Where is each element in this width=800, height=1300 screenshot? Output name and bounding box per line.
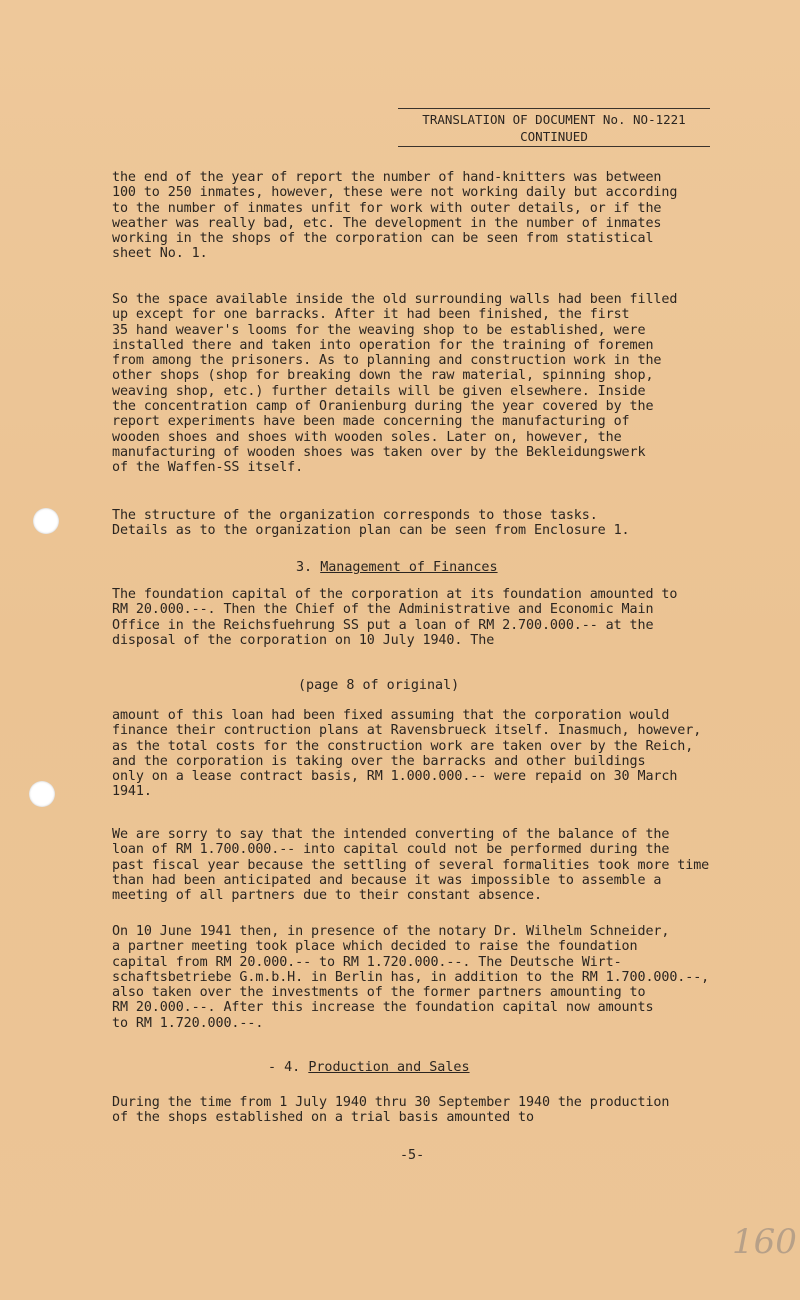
page-number: -5- bbox=[400, 1148, 425, 1163]
paragraph-foundation-capital: The foundation capital of the corporation at its foundation amounted to RM 20.000.--. Then the Chief of the Administrative and Economic Main Office in the Reichsfuehrung SS put a loan of RM 2.700.000.-- at the disposal of the corporation on 10 July 1940. The bbox=[112, 587, 678, 648]
punch-hole-top bbox=[33, 508, 59, 534]
header-title: TRANSLATION OF DOCUMENT No. NO-1221 bbox=[398, 108, 710, 128]
section-heading-production bbox=[268, 1060, 470, 1076]
document-header bbox=[398, 108, 710, 147]
paragraph-organization-structure: The structure of the organization corresponds to those tasks. Details as to the organization plan can be seen from Enclosure 1. bbox=[112, 508, 630, 539]
paragraph-loan-amount: amount of this loan had been fixed assuming that the corporation would finance their contruction plans at Ravensbrueck itself. Inasmuch, however, as the total costs for the construction work are taken over by the Reich, and the corporation is taking over the barracks and other buildings only on a lease contract basis, RM 1.000.000.-- were repaid on 30 March 1941. bbox=[112, 708, 702, 800]
paragraph-loan-conversion: We are sorry to say that the intended converting of the balance of the loan of RM 1.700.000.-- into capital could not be performed during the past fiscal year because the settling of several formalities took more time than had been anticipated and because it was impossible to assemble a meeting of all partners due to their constant absence. bbox=[112, 827, 710, 904]
section-number: 3. bbox=[296, 560, 313, 575]
paragraph-production-trial: During the time from 1 July 1940 thru 30 September 1940 the production of the shops established on a trial basis amounted to bbox=[112, 1095, 670, 1126]
paragraph-space-available: So the space available inside the old surrounding walls had been filled up except for one barracks. After it had been finished, the first 35 hand weaver's looms for the weaving shop to be established, were installed there and taken into operation for the training of foremen from among the prisoners. As to planning and construction work in the other shops (shop for breaking down the raw material, spinning shop, weaving shop, etc.) further details will be given elsewhere. Inside the concentration camp of Oranienburg during the year covered by the report experiments have been made concerning the manufacturing of wooden shoes and shoes with wooden soles. Later on, however, the manufacturing of wooden shoes was taken over by the Bekleidungswerk of the Waffen-SS itself. bbox=[112, 292, 678, 476]
section-title: Management of Finances bbox=[320, 560, 498, 575]
paragraph-hand-knitters: the end of the year of report the number of hand-knitters was between 100 to 250 inmates, however, these were not working daily but according to the number of inmates unfit for work with outer details, or if the weather was really bad, etc. The development in the number of inmates working in the shops of the corporation can be seen from statistical sheet No. 1. bbox=[112, 170, 678, 262]
paragraph-partner-meeting: On 10 June 1941 then, in presence of the notary Dr. Wilhelm Schneider, a partner meeting took place which decided to raise the foundation capital from RM 20.000.-- to RM 1.720.000.--. The Deutsche Wirt- schaftsbetriebe G.m.b.H. in Berlin has, in addition to the RM 1.700.000.--, also taken over the investments of the former partners amounting to RM 20.000.--. After this increase the foundation capital now amounts to RM 1.720.000.--. bbox=[112, 924, 710, 1031]
page-marker: (page 8 of original) bbox=[298, 678, 460, 693]
header-continued: CONTINUED bbox=[398, 128, 710, 147]
punch-hole-bottom bbox=[29, 781, 55, 807]
section-title: Production and Sales bbox=[308, 1060, 470, 1075]
section-number: - 4. bbox=[268, 1060, 301, 1075]
section-heading-finances bbox=[296, 560, 498, 576]
handwritten-page-number: 160 bbox=[732, 1222, 797, 1262]
